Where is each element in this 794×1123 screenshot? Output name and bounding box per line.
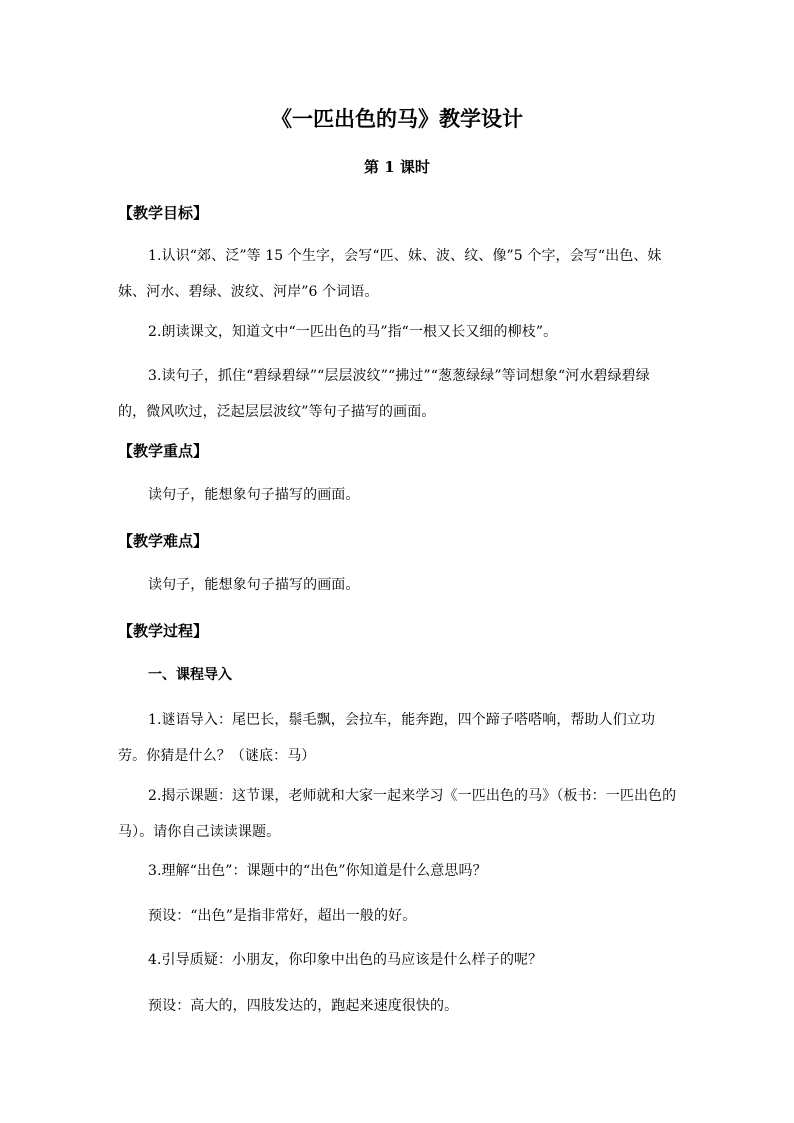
objective-item-2: 2.朗读课文，知道文中“一匹出色的马”指“一根又长又细的柳枝”。: [148, 324, 558, 340]
process-item-3-answer: 预设：“出色”是指非常好，超出一般的好。: [148, 908, 417, 924]
difficulties-heading: 【教学难点】: [118, 532, 209, 550]
document-title: 《一匹出色的马》教学设计: [271, 106, 523, 131]
process-item-4: 4.引导质疑：小朋友，你印象中出色的马应该是什么样子的呢？: [148, 952, 543, 968]
process-item-1: 1.谜语导入：尾巴长，鬃毛飘，会拉车，能奔跑，四个蹄子嗒嗒响，帮助人们立功劳。你猜是什么？（谜底：马）: [118, 712, 656, 764]
course-intro-heading: 一、课程导入: [148, 667, 232, 683]
objectives-heading: 【教学目标】: [118, 204, 209, 222]
objective-item-3: 3.读句子，抓住“碧绿碧绿”“层层波纹”“拂过”“葱葱绿绿”等词想象“河水碧绿碧绿的，微风吹过，泛起层层波纹”等句子描写的画面。: [118, 368, 650, 420]
process-item-4-answer: 预设：高大的，四肢发达的，跑起来速度很快的。: [148, 998, 459, 1014]
process-item-2: 2.揭示课题：这节课，老师就和大家一起来学习《一匹出色的马》（板书：一匹出色的马）。请你自己读读课题。: [118, 788, 677, 840]
process-item-3: 3.理解“出色”：课题中的“出色”你知道是什么意思吗？: [148, 863, 487, 879]
process-heading: 【教学过程】: [118, 622, 209, 640]
difficulties-text: 读句子，能想象句子描写的画面。: [148, 577, 360, 593]
objective-item-1: 1.认识“郊、泛”等 15 个生字，会写“匹、妹、波、纹、像”5 个字，会写“出色、妹妹、河水、碧绿、波纹、河岸”6 个词语。: [118, 248, 662, 300]
key-points-heading: 【教学重点】: [118, 442, 209, 460]
lesson-period: 第 1 课时: [364, 158, 430, 176]
key-points-text: 读句子，能想象句子描写的画面。: [148, 487, 360, 503]
